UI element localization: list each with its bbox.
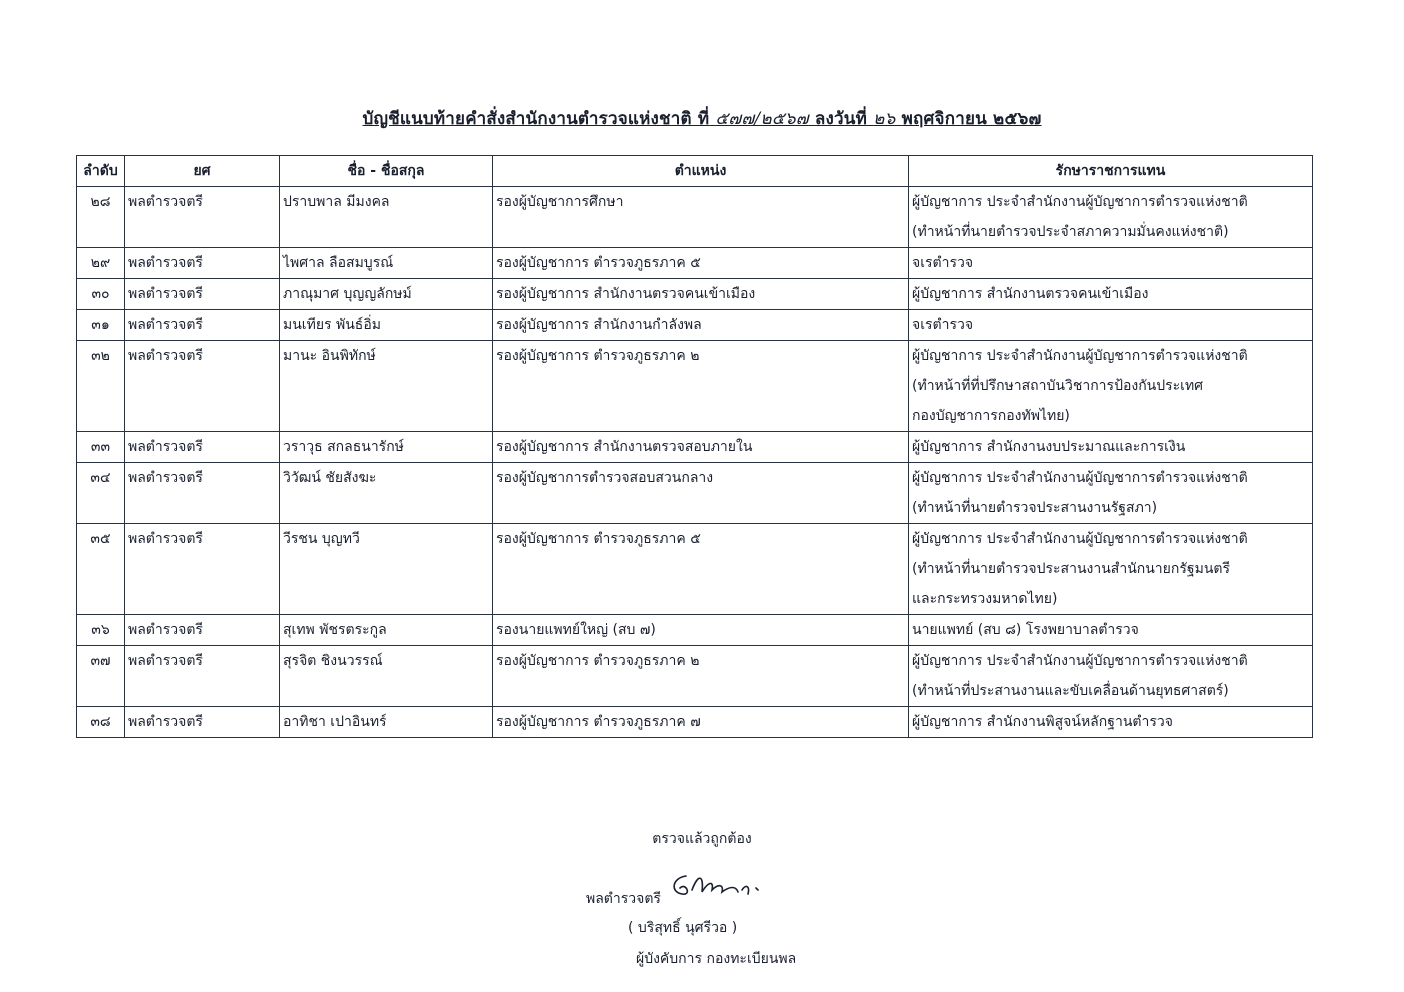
- row-number: ๓๑: [77, 310, 125, 341]
- row-position: รองผู้บัญชาการศึกษา: [493, 187, 909, 248]
- row-rank: พลตำรวจตรี: [125, 646, 280, 707]
- header-acting: รักษาราชการแทน: [909, 156, 1313, 187]
- document-title: [0, 105, 1404, 132]
- row-name: ปราบพาล มีมงคล: [280, 187, 493, 248]
- acting-line: กองบัญชาการกองทัพไทย): [912, 408, 1070, 424]
- row-rank: พลตำรวจตรี: [125, 341, 280, 432]
- row-number: ๒๘: [77, 187, 125, 248]
- row-number: ๓๐: [77, 279, 125, 310]
- row-rank: พลตำรวจตรี: [125, 524, 280, 615]
- row-name: ไพศาล ลือสมบูรณ์: [280, 248, 493, 279]
- acting-line: ผู้บัญชาการ ประจำสำนักงานผู้บัญชาการตำรวจแห่งชาติ: [912, 194, 1248, 210]
- row-acting: [909, 310, 1313, 341]
- header-no: ลำดับ: [77, 156, 125, 187]
- row-position: รองผู้บัญชาการ ตำรวจภูธรภาค ๗: [493, 707, 909, 738]
- acting-line: ผู้บัญชาการ ประจำสำนักงานผู้บัญชาการตำรวจแห่งชาติ: [912, 470, 1248, 486]
- row-position: รองผู้บัญชาการ สำนักงานตรวจคนเข้าเมือง: [493, 279, 909, 310]
- acting-line: ผู้บัญชาการ สำนักงานตรวจคนเข้าเมือง: [912, 286, 1149, 302]
- order-month-year: พฤศจิกายน ๒๕๖๗: [901, 109, 1042, 129]
- row-rank: พลตำรวจตรี: [125, 310, 280, 341]
- acting-line: (ทำหน้าที่ประสานงานและขับเคลื่อนด้านยุทธศาสตร์): [912, 683, 1229, 699]
- row-number: ๓๒: [77, 341, 125, 432]
- signer-name: ( บริสุทธิ์ นุศรีวอ ): [628, 920, 738, 936]
- table-row: [77, 524, 1313, 615]
- row-rank: พลตำรวจตรี: [125, 432, 280, 463]
- order-number: ๕๗๗/๒๕๖๗: [715, 109, 809, 129]
- row-number: ๓๗: [77, 646, 125, 707]
- row-number: ๓๔: [77, 463, 125, 524]
- acting-line: ผู้บัญชาการ ประจำสำนักงานผู้บัญชาการตำรวจแห่งชาติ: [912, 531, 1248, 547]
- row-acting: [909, 524, 1313, 615]
- row-rank: พลตำรวจตรี: [125, 187, 280, 248]
- row-rank: พลตำรวจตรี: [125, 707, 280, 738]
- acting-line: จเรตำรวจ: [912, 317, 974, 333]
- table-header-row: [77, 156, 1313, 187]
- acting-line: และกระทรวงมหาดไทย): [912, 591, 1058, 607]
- table-row: [77, 615, 1313, 646]
- acting-line: นายแพทย์ (สบ ๘) โรงพยาบาลตำรวจ: [912, 622, 1139, 638]
- row-number: ๓๕: [77, 524, 125, 615]
- row-rank: พลตำรวจตรี: [125, 248, 280, 279]
- row-number: ๓๖: [77, 615, 125, 646]
- date-prefix: ลงวันที่: [814, 109, 867, 129]
- row-acting: [909, 432, 1313, 463]
- acting-line: (ทำหน้าที่นายตำรวจประสานงานสำนักนายกรัฐมนตรี: [912, 561, 1231, 577]
- row-name: มนเทียร พันธ์อิ่ม: [280, 310, 493, 341]
- row-name: วิวัฒน์ ชัยสังฆะ: [280, 463, 493, 524]
- row-name: ภาณุมาศ บุญญลักษม์: [280, 279, 493, 310]
- signer-position: ผู้บังคับการ กองทะเบียนพล: [636, 951, 797, 967]
- row-name: มานะ อินพิทักษ์: [280, 341, 493, 432]
- row-rank: พลตำรวจตรี: [125, 279, 280, 310]
- row-name: อาทิชา เปาอินทร์: [280, 707, 493, 738]
- table-row: [77, 707, 1313, 738]
- row-name: สุรจิต ชิงนวรรณ์: [280, 646, 493, 707]
- appointment-table: [76, 155, 1313, 738]
- acting-line: ผู้บัญชาการ ประจำสำนักงานผู้บัญชาการตำรวจแห่งชาติ: [912, 348, 1248, 364]
- row-position: รองนายแพทย์ใหญ่ (สบ ๗): [493, 615, 909, 646]
- row-rank: พลตำรวจตรี: [125, 463, 280, 524]
- acting-line: ผู้บัญชาการ ประจำสำนักงานผู้บัญชาการตำรวจแห่งชาติ: [912, 653, 1248, 669]
- acting-line: (ทำหน้าที่นายตำรวจประจำสภาความมั่นคงแห่งชาติ): [912, 224, 1229, 240]
- table-row: [77, 463, 1313, 524]
- table-row: [77, 432, 1313, 463]
- table-row: [77, 646, 1313, 707]
- row-acting: [909, 463, 1313, 524]
- row-position: รองผู้บัญชาการ สำนักงานกำลังพล: [493, 310, 909, 341]
- acting-line: จเรตำรวจ: [912, 255, 974, 271]
- row-acting: [909, 279, 1313, 310]
- header-rank: ยศ: [125, 156, 280, 187]
- table-row: [77, 341, 1313, 432]
- verified-text: ตรวจแล้วถูกต้อง: [652, 831, 752, 847]
- handwritten-signature: [652, 868, 782, 908]
- table-row: [77, 310, 1313, 341]
- row-position: รองผู้บัญชาการ ตำรวจภูธรภาค ๕: [493, 248, 909, 279]
- title-prefix: บัญชีแนบท้ายคำสั่งสำนักงานตำรวจแห่งชาติ ที่: [362, 109, 710, 129]
- row-acting: [909, 187, 1313, 248]
- row-position: รองผู้บัญชาการ ตำรวจภูธรภาค ๒: [493, 646, 909, 707]
- table-row: [77, 187, 1313, 248]
- row-number: ๓๘: [77, 707, 125, 738]
- acting-line: (ทำหน้าที่นายตำรวจประสานงานรัฐสภา): [912, 500, 1158, 516]
- row-name: วราวุธ สกลธนารักษ์: [280, 432, 493, 463]
- acting-line: ผู้บัญชาการ สำนักงานพิสูจน์หลักฐานตำรวจ: [912, 714, 1173, 730]
- row-acting: [909, 341, 1313, 432]
- acting-line: ผู้บัญชาการ สำนักงานงบประมาณและการเงิน: [912, 439, 1186, 455]
- row-position: รองผู้บัญชาการ ตำรวจภูธรภาค ๒: [493, 341, 909, 432]
- row-position: รองผู้บัญชาการตำรวจสอบสวนกลาง: [493, 463, 909, 524]
- row-position: รองผู้บัญชาการ สำนักงานตรวจสอบภายใน: [493, 432, 909, 463]
- row-name: สุเทพ พัชรตระกูล: [280, 615, 493, 646]
- order-day: ๒๖: [873, 109, 896, 129]
- row-number: ๒๙: [77, 248, 125, 279]
- row-acting: [909, 707, 1313, 738]
- row-acting: [909, 646, 1313, 707]
- row-name: วีรชน บุญทวี: [280, 524, 493, 615]
- header-position: ตำแหน่ง: [493, 156, 909, 187]
- row-rank: พลตำรวจตรี: [125, 615, 280, 646]
- acting-line: (ทำหน้าที่ที่ปรึกษาสถาบันวิชาการป้องกันประเทศ: [912, 378, 1204, 394]
- signer-rank: พลตำรวจตรี: [586, 891, 661, 907]
- row-number: ๓๓: [77, 432, 125, 463]
- row-acting: [909, 615, 1313, 646]
- header-name: ชื่อ - ชื่อสกุล: [280, 156, 493, 187]
- table-row: [77, 248, 1313, 279]
- table-row: [77, 279, 1313, 310]
- row-position: รองผู้บัญชาการ ตำรวจภูธรภาค ๕: [493, 524, 909, 615]
- row-acting: [909, 248, 1313, 279]
